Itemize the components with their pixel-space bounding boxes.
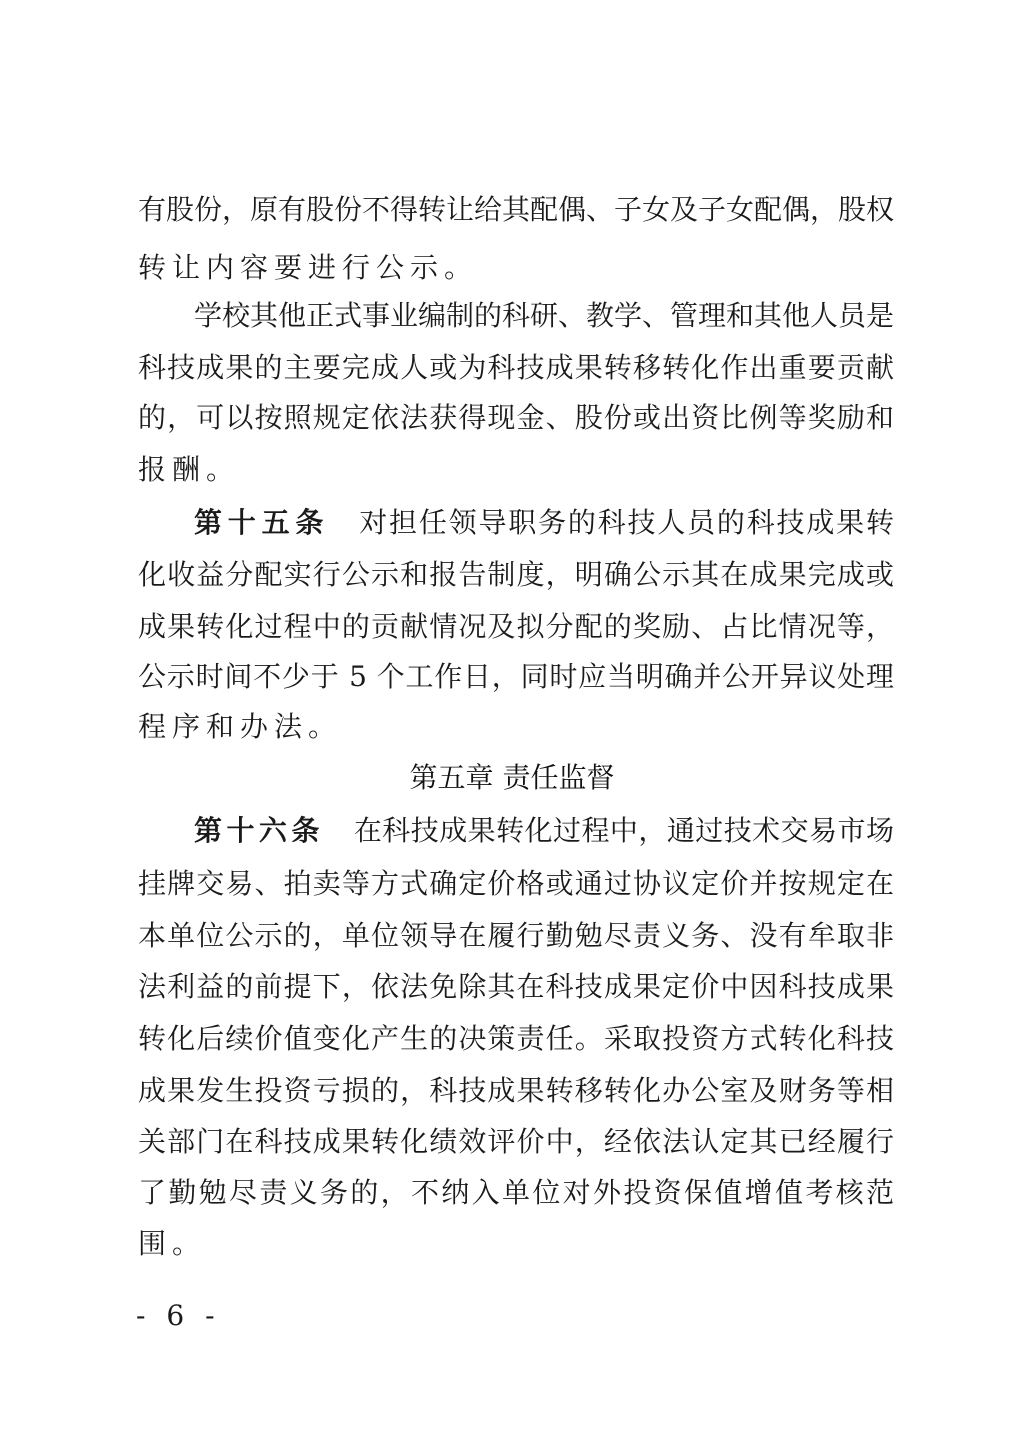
paragraph-line: 公示时间不少于 5 个工作日，同时应当明确并公开异议处理 [138,660,894,693]
paragraph-line: 转化后续价值变化产生的决策责任。采取投资方式转化科技 [138,1022,894,1055]
paragraph-line: 了勤勉尽责义务的，不纳入单位对外投资保值增值考核范 [138,1176,894,1209]
article-16-first-line [194,813,894,849]
article-16-label: 第十六条 [194,814,324,847]
article-16-text: 在科技成果转化过程中，通过技术交易市场 [353,814,894,847]
page-number: - 6 - [136,1299,221,1332]
article-15-first-line [194,505,894,541]
paragraph-line: 挂牌交易、拍卖等方式确定价格或通过协议定价并按规定在 [138,867,894,900]
paragraph-line: 报酬。 [138,453,241,486]
paragraph-line: 关部门在科技成果转化绩效评价中，经依法认定其已经履行 [138,1125,894,1158]
paragraph-line: 化收益分配实行公示和报告制度，明确公示其在成果完成或 [138,558,894,591]
paragraph-line: 的，可以按照规定依法获得现金、股份或出资比例等奖励和 [138,401,894,434]
article-15-label: 第十五条 [194,506,330,539]
paragraph-line: 学校其他正式事业编制的科研、教学、管理和其他人员是 [194,299,895,332]
paragraph-line: 本单位公示的，单位领导在履行勤勉尽责义务、没有牟取非 [138,919,894,952]
chapter-title: 第五章 责任监督 [409,761,615,794]
paragraph-line: 成果发生投资亏损的，科技成果转移转化办公室及财务等相 [138,1074,894,1107]
paragraph-line: 法利益的前提下，依法免除其在科技成果定价中因科技成果 [138,970,894,1003]
paragraph-line: 程序和办法。 [138,710,343,743]
paragraph-line: 科技成果的主要完成人或为科技成果转移转化作出重要贡献 [138,351,894,384]
paragraph-line: 围。 [138,1227,207,1260]
paragraph-line: 有股份，原有股份不得转让给其配偶、子女及子女配偶，股权 [138,193,895,226]
paragraph-line: 转让内容要进行公示。 [138,251,479,284]
paragraph-line: 成果转化过程中的贡献情况及拟分配的奖励、占比情况等， [138,610,894,643]
article-15-text: 对担任领导职务的科技人员的科技成果转 [359,506,894,539]
